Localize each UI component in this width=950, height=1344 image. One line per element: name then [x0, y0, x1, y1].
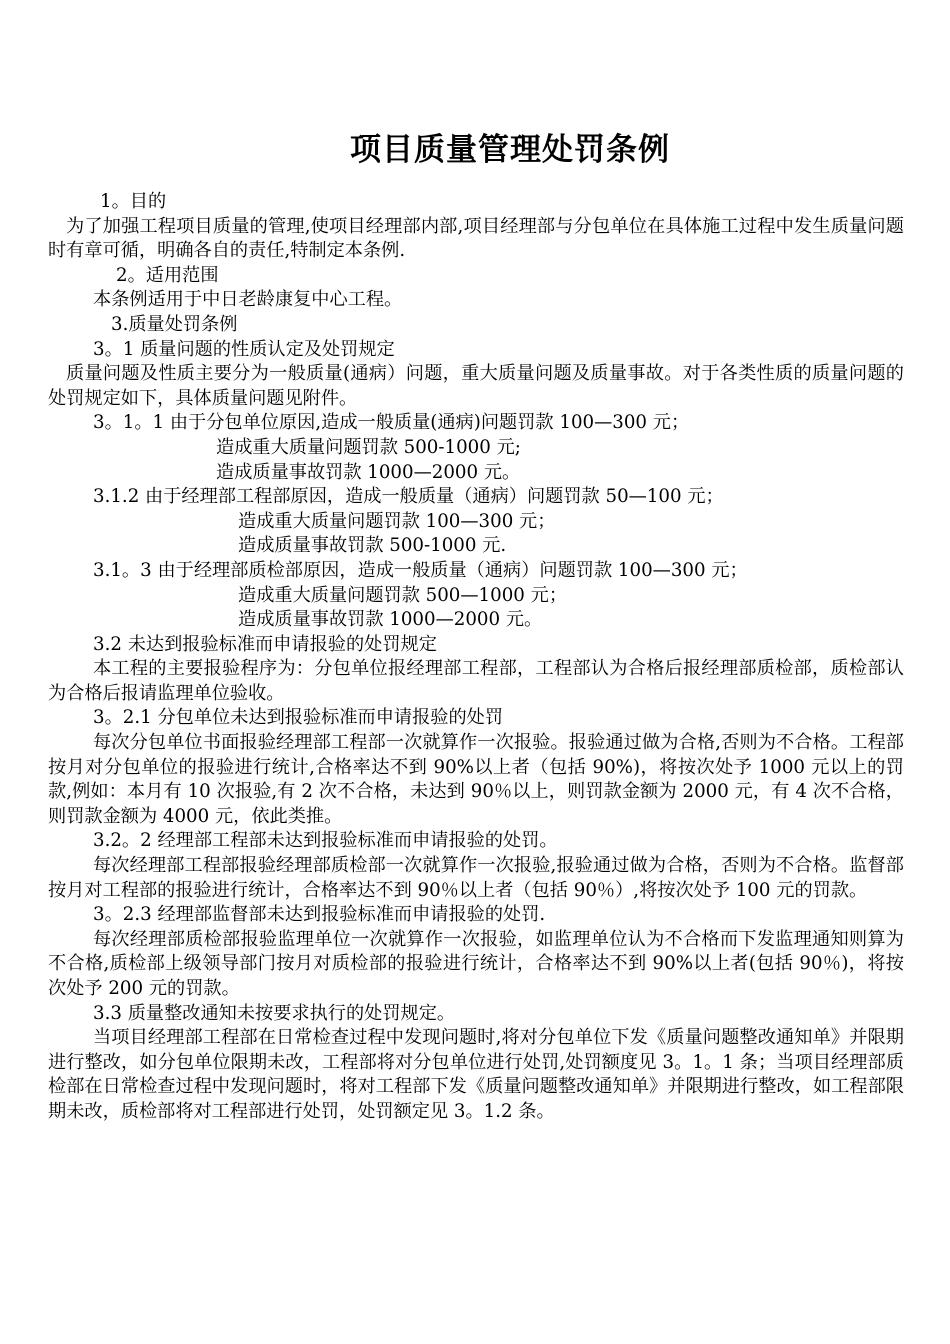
clause-3-1-1-accident: 造成质量事故罚款 1000—2000 元。 — [216, 461, 521, 483]
clause-3-1-2-accident: 造成质量事故罚款 500-1000 元. — [238, 535, 507, 557]
paragraph-3-3: 当项目经理部工程部在日常检查过程中发现问题时,将对分包单位下发《质量问题整改通知单》并限期进行整改，如分包单位限期未改，工程部将对分包单位进行处罚,处罚额度见 3。1。1 条；当项目经理部质检部在日常检查过程中发现问题时，将对工程部下发《质量问题整改通知单》并限期进行整改，如工程部限期未改，质检部将对工程部进行处罚，处罚额定见 3。1.2 条。 — [48, 1027, 904, 1122]
paragraph-inspection-procedure: 本工程的主要报验程序为：分包单位报经理部工程部，工程部认为合格后报经理部质检部，质检部认为合格后报请监理单位验收。 — [48, 658, 904, 704]
paragraph-scope: 本条例适用于中日老龄康复中心工程。 — [93, 289, 403, 311]
subsection-heading-3-3: 3.3 质量整改通知未按要求执行的处罚规定。 — [93, 1002, 456, 1024]
clause-3-1-2: 3.1.2 由于经理部工程部原因，造成一般质量（通病）问题罚款 50—100 元； — [93, 486, 724, 508]
clause-3-1-3-major: 造成重大质量问题罚款 500—1000 元； — [238, 584, 568, 606]
subsection-heading-3-2: 3.2 未达到报验标准而申请报验的处罚规定 — [93, 633, 437, 655]
section-heading-penalty: 3.质量处罚条例 — [111, 313, 238, 335]
clause-3-1-2-major: 造成重大质量问题罚款 100—300 元； — [238, 510, 556, 532]
clause-3-1-1: 3。1。1 由于分包单位原因,造成一般质量(通病)问题罚款 100—300 元； — [93, 412, 690, 434]
paragraph-3-2-2: 每次经理部工程部报验经理部质检部一次就算作一次报验,报验通过做为合格，否则为不合格。监督部按月对工程部的报验进行统计，合格率达不到 90％以上者（包括 90％）,将按次处予 100 元的罚款。 — [48, 855, 904, 901]
clause-3-1-1-major: 造成重大质量问题罚款 500-1000 元; — [216, 436, 521, 458]
section-heading-scope: 2。适用范围 — [116, 264, 219, 286]
clause-3-2-2: 3.2。2 经理部工程部未达到报验标准而申请报验的处罚。 — [93, 830, 558, 852]
paragraph-purpose: 为了加强工程项目质量的管理,使项目经理部内部,项目经理部与分包单位在具体施工过程中发生质量问题时有章可循，明确各自的责任,特制定本条例. — [48, 215, 904, 262]
document-body — [48, 190, 904, 1125]
paragraph-quality-types: 质量问题及性质主要分为一般质量(通病）问题，重大质量问题及质量事故。对于各类性质的质量问题的处罚规定如下，具体质量问题见附件。 — [48, 363, 904, 409]
clause-3-2-1: 3。2.1 分包单位未达到报验标准而申请报验的处罚 — [93, 707, 504, 729]
paragraph-3-2-3: 每次经理部质检部报验监理单位一次就算作一次报验，如监理单位认为不合格而下发监理通知则算为不合格,质检部上级领导部门按月对质检部的报验进行统计，合格率达不到 90%以上者(包括 90％)，将按次处予 200 元的罚款。 — [48, 928, 904, 999]
document-title: 项目质量管理处罚条例 — [350, 132, 670, 168]
clause-3-1-3: 3.1。3 由于经理部质检部原因，造成一般质量（通病）问题罚款 100—300 元； — [93, 559, 748, 581]
paragraph-3-2-1: 每次分包单位书面报验经理部工程部一次就算作一次报验。报验通过做为合格,否则为不合格。工程部按月对分包单位的报验进行统计,合格率达不到 90%以上者（包括 90%)，将按次处予 1000 元以上的罚款,例如：本月有 10 次报验,有 2 次不合格，未达到 90％以上，则罚款金额为 2000 元，有 4 次不合格，则罚款金额为 4000 元，依此类推。 — [48, 732, 904, 827]
subsection-heading-3-1: 3。1 质量问题的性质认定及处罚规定 — [93, 338, 395, 360]
clause-3-1-3-accident: 造成质量事故罚款 1000—2000 元。 — [238, 609, 543, 631]
section-heading-purpose: 1。目的 — [100, 191, 167, 212]
clause-3-2-3: 3。2.3 经理部监督部未达到报验标准而申请报验的处罚. — [93, 904, 546, 926]
